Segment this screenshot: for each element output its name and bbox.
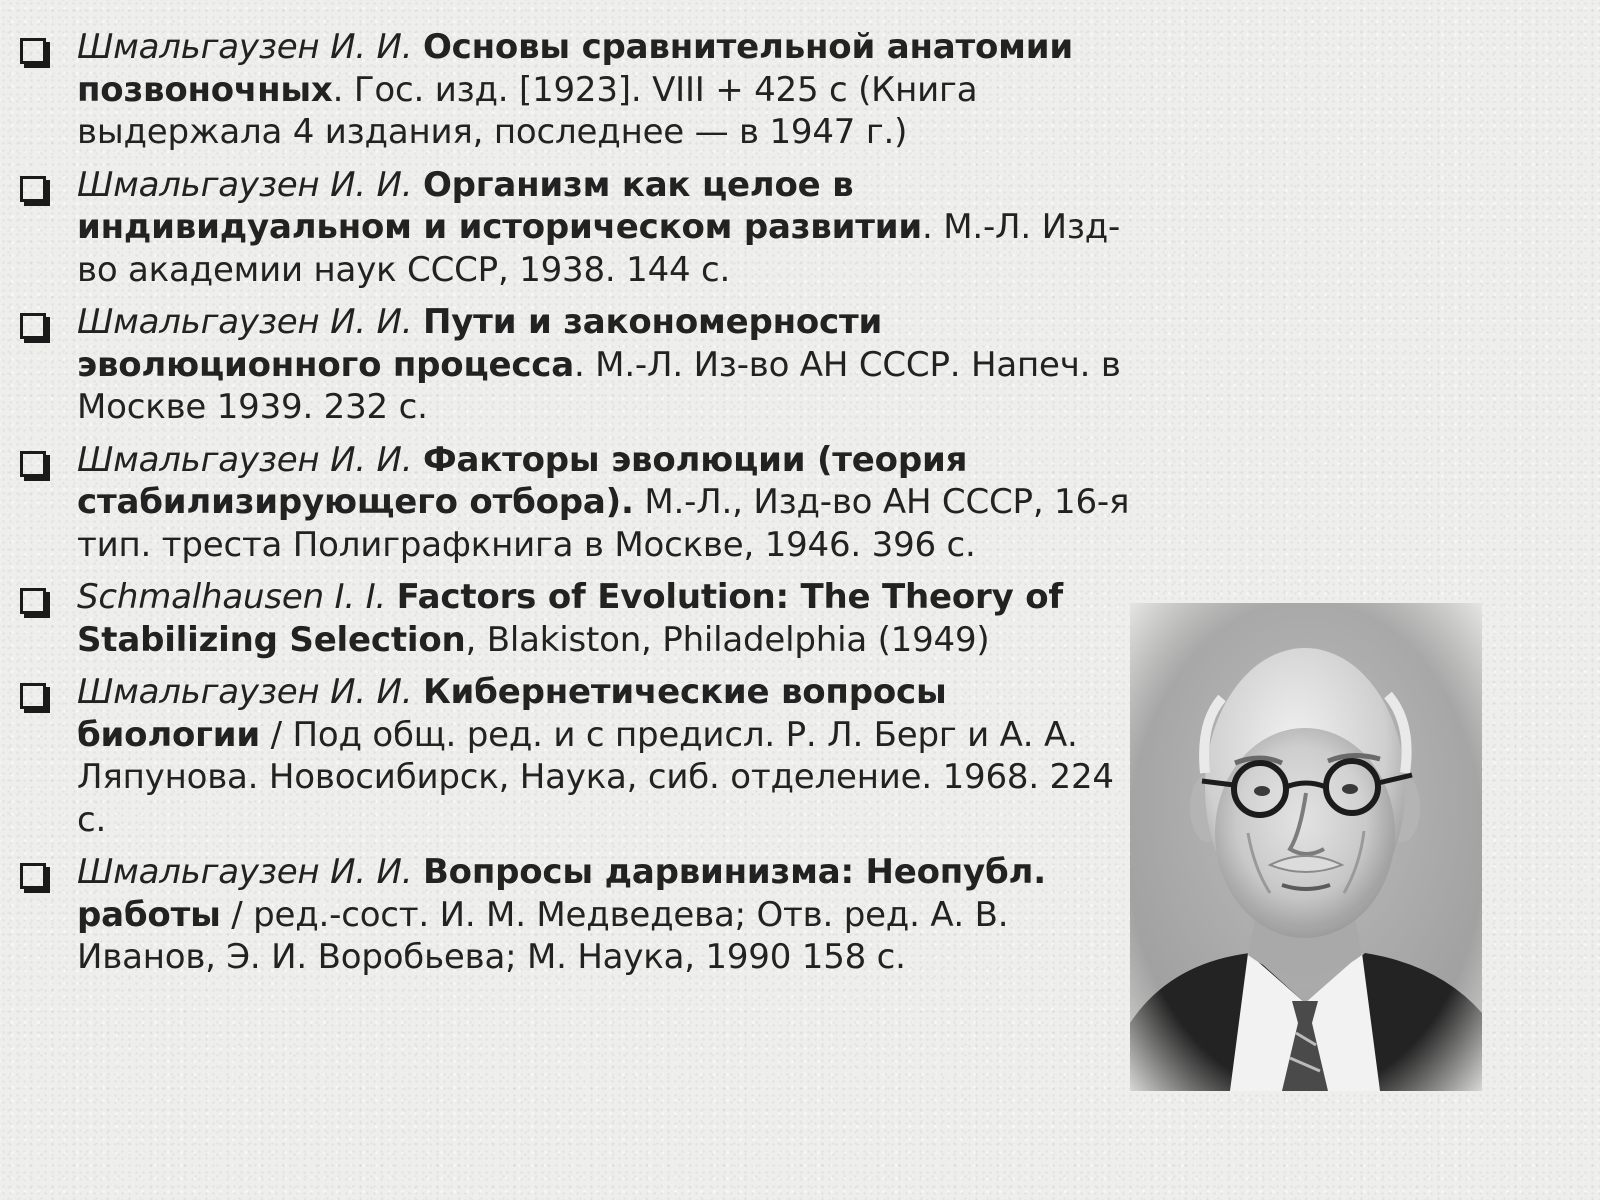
reference-details: / ред.-сост. И. М. Медведева; Отв. ред. А. В. Иванов, Э. И. Воробьева; М. Наука, 1990 158 с.: [77, 894, 1009, 977]
reference-title: Организм как целое в индивидуальном и историческом развитии: [77, 164, 922, 247]
reference-author: Шмальгаузен И. И.: [77, 164, 413, 205]
reference-item: [20, 301, 1130, 429]
square-bullet-icon: [20, 863, 46, 889]
reference-author: Шмальгаузен И. И.: [77, 302, 413, 342]
reference-details: / Под общ. ред. и с предисл. Р. Л. Берг и А. А. Ляпунова. Новосибирск, Наука, сиб. отделение. 1968. 224 с.: [77, 714, 1114, 840]
square-bullet-icon: [20, 313, 46, 339]
reference-details: , Blakiston, Philadelphia (1949): [465, 619, 990, 660]
portrait-illustration: [1130, 603, 1482, 1091]
reference-item: [20, 851, 1130, 979]
square-bullet-icon: [20, 588, 46, 614]
reference-author: Шмальгаузен И. И.: [77, 439, 413, 480]
reference-details: М.-Л., Изд-во АН СССР, 16-я тип. треста Полиграфкнига в Москве, 1946. 396 с.: [77, 482, 1130, 565]
reference-title: Основы сравнительной анатомии позвоночных: [77, 27, 1073, 110]
reference-author: Шмальгаузен И. И.: [77, 852, 413, 892]
square-bullet-icon: [20, 176, 46, 202]
reference-item: [20, 164, 1130, 292]
reference-details: . М.-Л. Изд-во академии наук СССР, 1938. 144 с.: [77, 207, 1121, 290]
reference-title: Вопросы дарвинизма: Неопубл. работы: [77, 852, 1046, 935]
reference-list: [20, 26, 1130, 989]
reference-item: [20, 439, 1130, 567]
reference-title: Кибернетические вопросы биологии: [77, 672, 947, 755]
reference-details: . М.-Л. Из-во АН СССР. Напеч. в Москве 1939. 232 с.: [77, 344, 1121, 427]
reference-author: Schmalhausen I. I.: [77, 577, 387, 617]
square-bullet-icon: [20, 683, 46, 709]
reference-item: [20, 26, 1130, 154]
reference-title: Factors of Evolution: The Theory of Stabilizing Selection: [77, 577, 1063, 660]
reference-title: Пути и закономерности эволюционного процесса: [77, 302, 883, 385]
reference-item: [20, 576, 1130, 661]
reference-title: Факторы эволюции (теория стабилизирующего отбора).: [77, 439, 968, 522]
portrait-photo: [1130, 603, 1482, 1091]
reference-author: Шмальгаузен И. И.: [77, 27, 413, 67]
reference-author: Шмальгаузен И. И.: [77, 672, 413, 712]
reference-details: . Гос. изд. [1923]. VIII + 425 с (Книга выдержала 4 издания, последнее — в 1947 г.): [77, 69, 978, 152]
reference-item: [20, 671, 1130, 841]
square-bullet-icon: [20, 451, 46, 477]
square-bullet-icon: [20, 38, 46, 64]
